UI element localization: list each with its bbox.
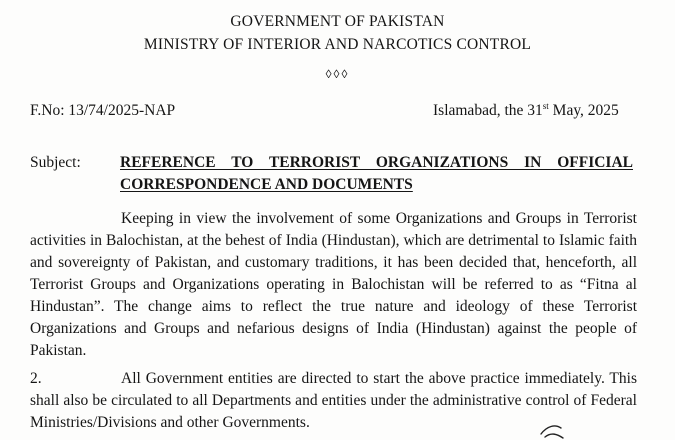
date-line <box>433 102 619 120</box>
header-ministry: MINISTRY OF INTERIOR AND NARCOTICS CONTROL <box>143 36 532 53</box>
paragraph1-line: activities in Balochistan, at the behest of India (Hindustan), which are detrimental to Islamic faith <box>30 232 637 249</box>
date-rest: May, 2025 <box>548 102 619 119</box>
subject-label: Subject: <box>30 154 81 171</box>
subject-line-2: CORRESPONDENCE AND DOCUMENTS <box>120 176 413 193</box>
paragraph1-line: Hindustan”. The change aims to reflect the true nature and ideology of these Terrorist <box>30 298 637 315</box>
paragraph1-line: Pakistan. <box>30 342 87 359</box>
file-number: F.No: 13/74/2025-NAP <box>30 102 176 119</box>
header-government: GOVERNMENT OF PAKISTAN <box>230 13 445 30</box>
paragraph1-line: and sovereignty of Pakistan, and customary traditions, it has been decided that, henceforth, all <box>30 254 637 271</box>
date-prefix: Islamabad, the 31 <box>433 102 543 119</box>
paragraph2-line: All Government entities are directed to start the above practice immediately. This <box>121 370 637 387</box>
subject-line-1: REFERENCE TO TERRORIST ORGANIZATIONS IN OFFICIAL <box>120 154 633 171</box>
paragraph1-line: Terrorist Groups and Organizations operating in Balochistan will be referred to as “Fitna al <box>30 276 637 293</box>
date-ordinal: st <box>542 101 549 111</box>
paragraph2-number: 2. <box>30 370 42 387</box>
paragraph1-line: Keeping in view the involvement of some Organizations and Groups in Terrorist <box>121 210 637 227</box>
header-ornament: ◊◊◊ <box>325 67 350 81</box>
paragraph2-line: shall also be circulated to all Departments and entities under the administrative control of Federal <box>30 392 637 409</box>
paragraph2-line: Ministries/Divisions and other Governments. <box>30 414 310 431</box>
paragraph1-line: Organizations and Groups and nefarious designs of India (Hindustan) against the people of <box>30 320 637 337</box>
signature-mark <box>537 420 567 440</box>
